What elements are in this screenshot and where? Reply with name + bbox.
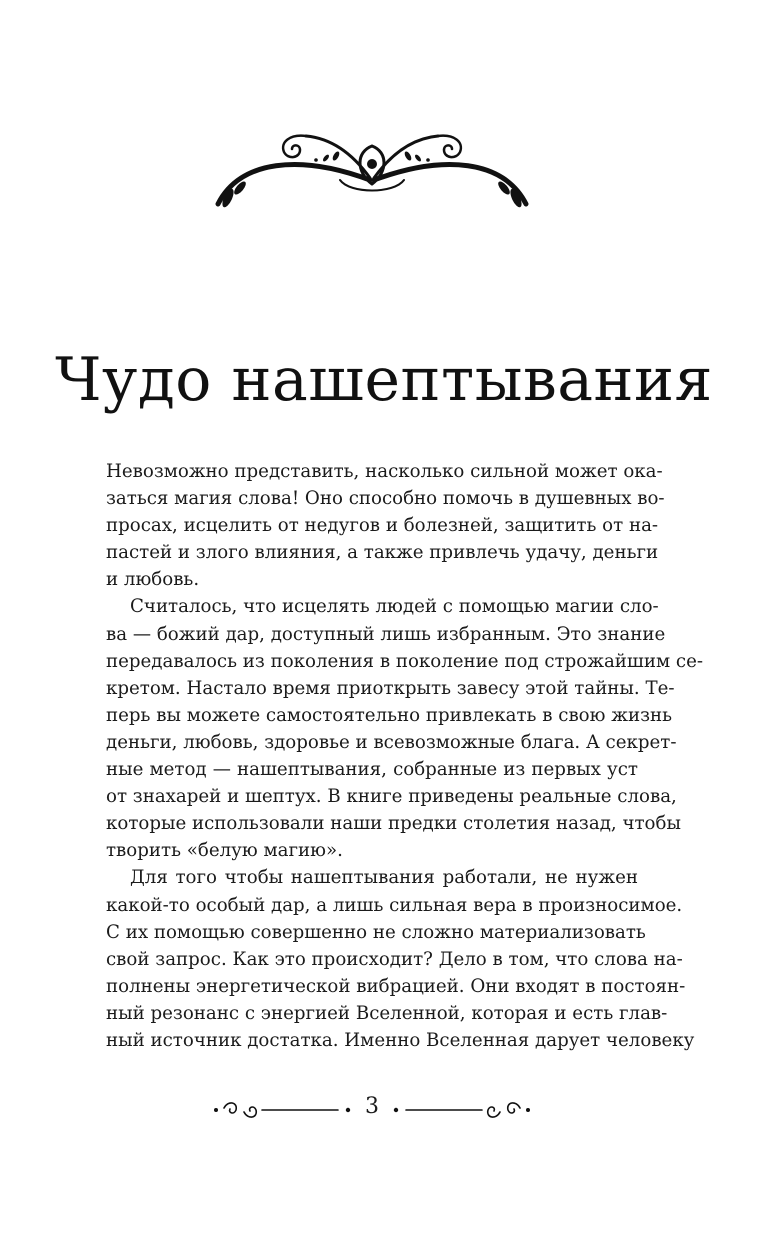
paragraph <box>106 593 703 864</box>
text-line: ные метод — нашептывания, собранные из первых уст <box>106 759 638 781</box>
text-line: от знахарей и шептух. В книге приведены реальные слова, <box>106 786 677 808</box>
text-line: передавалось из поколения в поколение под строжайшим се- <box>106 650 703 672</box>
chapter-title: Чудо нашептывания <box>55 345 713 415</box>
text-line: деньги, любовь, здоровье и всевозможные блага. А секрет- <box>106 731 677 753</box>
text-line: Невозможно представить, насколько сильной может ока- <box>106 461 663 482</box>
text-line: перь вы можете самостоятельно привлекать в свою жизнь <box>106 704 673 726</box>
text-line: свой запрос. Как это происходит? Дело в том, что слова на- <box>106 948 683 970</box>
paragraph <box>106 864 695 1054</box>
text-line: кретом. Настало время приоткрыть завесу этой тайны. Те- <box>106 677 675 699</box>
decorative-ornament-top <box>210 120 534 216</box>
text-line: ный источник достатка. Именно Вселенная дарует человеку <box>106 1029 695 1051</box>
paragraph <box>106 458 665 593</box>
text-line: ный резонанс с энергией Вселенной, которая и есть глав- <box>106 1002 668 1024</box>
page-number: 3 <box>365 1094 379 1119</box>
text-line: и любовь. <box>106 569 200 591</box>
text-line: которые использовали наши предки столетия назад, чтобы <box>106 813 681 835</box>
text-line: пастей и злого влияния, а также привлечь удачу, деньги <box>106 542 659 564</box>
text-line: полнены энергетической вибрацией. Они входят в постоян- <box>106 975 686 997</box>
body-text <box>106 458 703 1054</box>
text-line: С их помощью совершенно не сложно материализовать <box>106 921 646 943</box>
text-line: ва — божий дар, доступный лишь избранным. Это знание <box>106 623 666 645</box>
text-line: Считалось, что исцелять людей с помощью магии сло- <box>130 596 659 618</box>
text-line: заться магия слова! Оно способно помочь в душевных во- <box>106 488 665 510</box>
text-line: просах, исцелить от недугов и болезней, защитить от на- <box>106 515 659 537</box>
text-line: какой-то особый дар, а лишь сильная вера в произносимое. <box>106 894 683 916</box>
text-line: творить «белую магию». <box>106 840 343 862</box>
text-line: Для того чтобы нашептывания работали, не нужен <box>130 867 638 889</box>
